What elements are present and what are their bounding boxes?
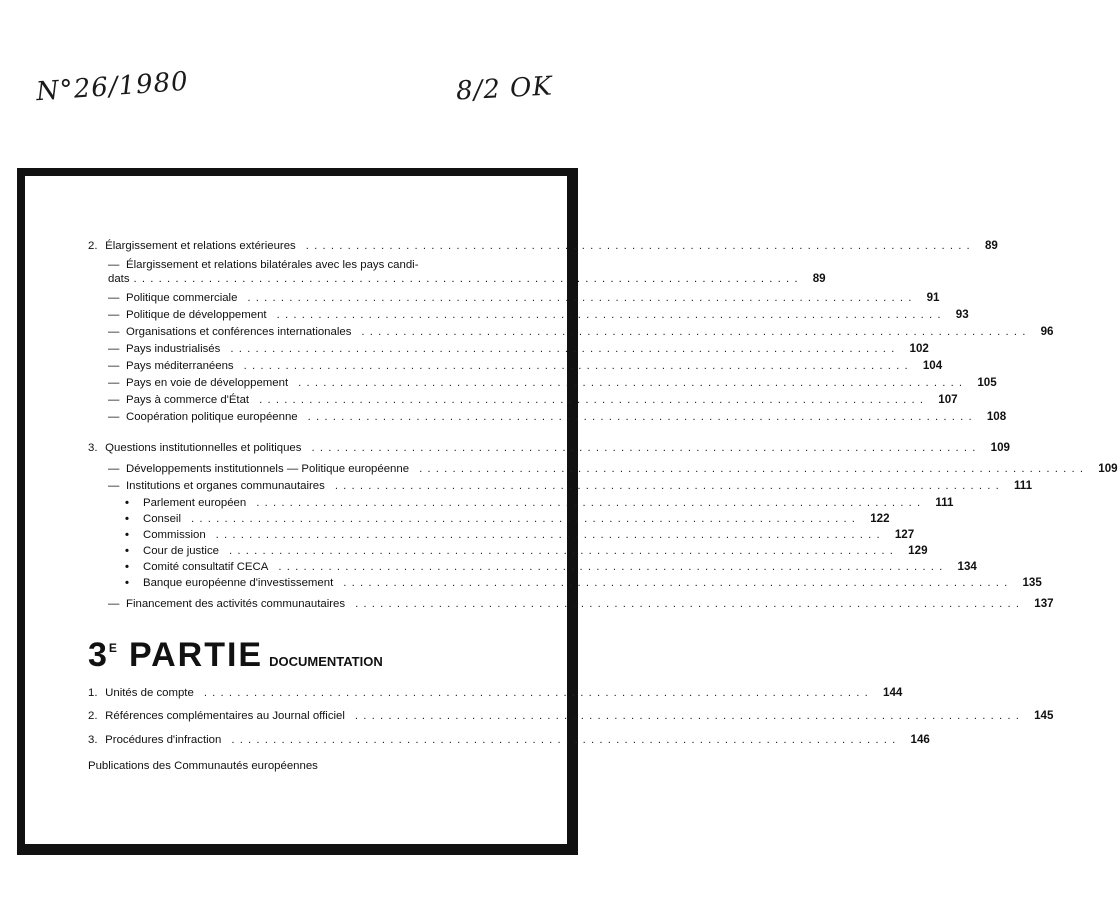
toc-subitem-label: Commission bbox=[143, 529, 206, 541]
toc-item-label: Pays industrialisés bbox=[126, 343, 221, 355]
toc-item-label: Développements institutionnels — Politique européenne bbox=[126, 463, 410, 475]
dash-glyph: — bbox=[108, 360, 120, 372]
bullet-glyph: • bbox=[125, 577, 129, 589]
toc-item-line1 bbox=[108, 258, 531, 272]
leader-dots: ................................................................................ bbox=[247, 292, 917, 304]
page-number: 146 bbox=[910, 733, 930, 746]
section-title: Élargissement et relations extérieures bbox=[105, 240, 296, 252]
leader-dots: ................................................................................ bbox=[231, 734, 901, 746]
page-number: 127 bbox=[894, 528, 915, 541]
leader-dots: ................................................................................ bbox=[298, 377, 968, 389]
toc-item[interactable] bbox=[108, 410, 1007, 424]
leader-dots: ................................................................................ bbox=[259, 394, 929, 406]
page-number: 109 bbox=[1098, 462, 1118, 475]
page-number: 89 bbox=[984, 239, 998, 252]
page-number: 108 bbox=[986, 410, 1007, 423]
toc-section-3-label bbox=[88, 441, 301, 455]
toc-subitem[interactable] bbox=[125, 528, 915, 542]
toc-item[interactable] bbox=[108, 393, 958, 407]
entry-number: 2. bbox=[88, 710, 98, 722]
toc-section-3[interactable] bbox=[88, 441, 1010, 455]
entry-label: Unités de compte bbox=[105, 687, 194, 699]
toc-subitem[interactable] bbox=[125, 512, 890, 526]
dash-glyph: — bbox=[108, 598, 120, 610]
page-number: 109 bbox=[990, 441, 1010, 454]
dash-glyph: — bbox=[108, 411, 120, 423]
toc-subitem-label: Comité consultatif CECA bbox=[143, 561, 269, 573]
entry-number: 3. bbox=[88, 734, 98, 746]
dash-glyph: — bbox=[108, 326, 120, 338]
page-number: 122 bbox=[870, 512, 890, 525]
leader-dots: ................................................................................ bbox=[230, 343, 900, 355]
leader-dots: ................................................................................ bbox=[311, 442, 981, 454]
leader-dots: ................................................................................ bbox=[228, 545, 899, 557]
page-number: 129 bbox=[908, 544, 928, 557]
toc-section-2[interactable] bbox=[88, 239, 998, 253]
publications-line: Publications des Communautés européennes bbox=[88, 760, 318, 772]
toc-subitem[interactable] bbox=[125, 576, 1042, 590]
leader-dots: ................................................................................ bbox=[334, 480, 1004, 492]
bullet-glyph: • bbox=[125, 545, 129, 557]
entry-label: Références complémentaires au Journal officiel bbox=[105, 710, 345, 722]
part-superscript: E bbox=[108, 641, 117, 655]
toc-item-label: Politique de développement bbox=[126, 309, 267, 321]
toc-subitem-label: Banque européenne d'investissement bbox=[143, 577, 334, 589]
section-number: 3. bbox=[88, 442, 98, 454]
toc-item-line2 bbox=[108, 272, 826, 286]
dash-glyph: — bbox=[108, 259, 120, 271]
toc-item[interactable] bbox=[108, 258, 826, 286]
page-number: 111 bbox=[1014, 479, 1033, 492]
leader-dots: ................................................................................ bbox=[133, 273, 803, 285]
toc-doc-entry[interactable] bbox=[88, 709, 1054, 723]
leader-dots: ................................................................................ bbox=[243, 360, 913, 372]
part-subtitle: DOCUMENTATION bbox=[269, 654, 383, 669]
entry-label: Procédures d'infraction bbox=[105, 734, 222, 746]
leader-dots: ................................................................................ bbox=[355, 598, 1025, 610]
toc-item-label: Pays à commerce d'État bbox=[126, 394, 250, 406]
leader-dots: ................................................................................ bbox=[307, 411, 977, 423]
page-number: 96 bbox=[1040, 325, 1054, 338]
leader-dots: ................................................................................ bbox=[276, 309, 946, 321]
page-number: 134 bbox=[957, 560, 977, 573]
part-word: PARTIE bbox=[128, 636, 264, 674]
toc-item[interactable] bbox=[108, 376, 997, 390]
leader-dots: ................................................................................ bbox=[419, 463, 1089, 475]
dash-glyph: — bbox=[108, 394, 120, 406]
dash-glyph: — bbox=[108, 309, 120, 321]
dash-glyph: — bbox=[108, 463, 120, 475]
leader-dots: ................................................................................ bbox=[215, 529, 885, 541]
page-number: 137 bbox=[1034, 597, 1054, 610]
toc-item-label: Institutions et organes communautaires bbox=[126, 480, 325, 492]
dash-glyph: — bbox=[108, 292, 120, 304]
toc-item[interactable] bbox=[108, 597, 1054, 611]
page-number: 107 bbox=[938, 393, 958, 406]
toc-doc-entry[interactable] bbox=[88, 686, 903, 700]
toc-item[interactable] bbox=[108, 479, 1033, 493]
page-number: 111 bbox=[935, 496, 954, 509]
toc-subitem[interactable] bbox=[125, 496, 954, 510]
leader-dots: ................................................................................ bbox=[361, 326, 1031, 338]
toc-item-label: Organisations et conférences internationales bbox=[126, 326, 352, 338]
leader-dots: ................................................................................ bbox=[343, 577, 1013, 589]
leader-dots: ................................................................................ bbox=[305, 240, 975, 252]
toc-subitem[interactable] bbox=[125, 544, 928, 558]
handwritten-note: 8/2 OK bbox=[455, 71, 554, 107]
page-number: 89 bbox=[812, 272, 826, 285]
toc-doc-entry[interactable] bbox=[88, 733, 930, 747]
leader-dots: ................................................................................ bbox=[354, 710, 1025, 722]
toc-item-label: Politique commerciale bbox=[126, 292, 238, 304]
part-number: 3 bbox=[88, 636, 107, 674]
part-heading bbox=[88, 636, 383, 675]
handwritten-reference: N°26/1980 bbox=[35, 66, 190, 108]
page-number: 105 bbox=[977, 376, 997, 389]
toc-item-label-cont: dats bbox=[108, 273, 130, 285]
leader-dots: ................................................................................ bbox=[191, 513, 861, 525]
toc-item-label: Pays en voie de développement bbox=[126, 377, 289, 389]
bullet-glyph: • bbox=[125, 529, 129, 541]
page-number: 93 bbox=[955, 308, 969, 321]
toc-subitem[interactable] bbox=[125, 560, 977, 574]
dash-glyph: — bbox=[108, 377, 120, 389]
toc-item[interactable] bbox=[108, 359, 943, 373]
leader-dots: ................................................................................ bbox=[278, 561, 948, 573]
toc-item[interactable] bbox=[108, 291, 940, 305]
toc-item[interactable] bbox=[108, 325, 1054, 339]
dash-glyph: — bbox=[108, 480, 120, 492]
leader-dots: ................................................................................ bbox=[256, 497, 926, 509]
dash-glyph: — bbox=[108, 343, 120, 355]
entry-number: 1. bbox=[88, 687, 98, 699]
toc-subitem-label: Cour de justice bbox=[143, 545, 219, 557]
toc-section-2-label bbox=[88, 239, 296, 253]
toc-item[interactable] bbox=[108, 462, 1118, 476]
toc-subitem-label: Conseil bbox=[143, 513, 181, 525]
section-title: Questions institutionnelles et politiques bbox=[105, 442, 302, 454]
section-number: 2. bbox=[88, 240, 98, 252]
toc-subitem-label: Parlement européen bbox=[143, 497, 247, 509]
bullet-glyph: • bbox=[125, 561, 129, 573]
page-number: 102 bbox=[909, 342, 929, 355]
toc-item-label: Coopération politique européenne bbox=[126, 411, 298, 423]
bullet-glyph: • bbox=[125, 513, 129, 525]
leader-dots: ................................................................................ bbox=[203, 687, 873, 699]
page-number: 144 bbox=[883, 686, 903, 699]
toc-item-label: Financement des activités communautaires bbox=[126, 598, 346, 610]
page-number: 135 bbox=[1022, 576, 1042, 589]
toc-item-label: Élargissement et relations bilatérales avec les pays candi- bbox=[126, 259, 419, 271]
page-number: 91 bbox=[926, 291, 940, 304]
toc-item[interactable] bbox=[108, 342, 929, 356]
toc-item[interactable] bbox=[108, 308, 969, 322]
page-number: 145 bbox=[1034, 709, 1054, 722]
page-number: 104 bbox=[922, 359, 943, 372]
toc-frame bbox=[17, 168, 1118, 855]
bullet-glyph: • bbox=[125, 497, 129, 509]
toc-item-label: Pays méditerranéens bbox=[126, 360, 234, 372]
